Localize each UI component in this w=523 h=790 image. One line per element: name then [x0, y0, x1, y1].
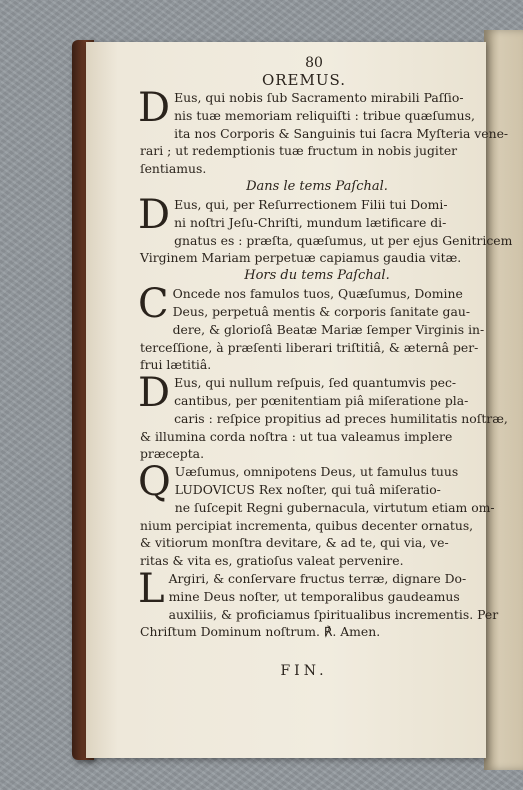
text-line: Oncede nos famulos tuos, Quæſumus, Domine: [172, 286, 463, 302]
text-line: auxiliis, & proficiamus ſpiritualibus incrementis. Per: [168, 606, 499, 622]
text-line: Chriſtum Dominum noſtrum. ℟. Amen.: [140, 624, 381, 640]
text-line: LUDOVICUS Rex noſter, qui tuâ miſeratio-: [174, 481, 441, 497]
drop-cap-initial: D: [138, 85, 171, 131]
text-line: nium percipiat incrementa, quibus decenter ornatus,: [140, 517, 474, 533]
text-line: ſentiamus.: [140, 161, 207, 177]
text-line: Eus, qui nobis ſub Sacramento mirabili Paſſio-: [174, 90, 464, 105]
text-line: ritas & vita es, gratioſus valeat pervenire.: [140, 553, 404, 569]
prayer-paragraph: [138, 85, 509, 178]
text-line: nis tuæ memoriam reliquiſti : tribue quæſumus,: [174, 107, 475, 123]
text-line: ne ſuſcepit Regni gubernacula, virtutum etiam om-: [174, 499, 495, 515]
prayer-paragraph: [138, 370, 508, 463]
drop-cap-initial: Q: [138, 459, 171, 506]
text-line: dere, & glorioſâ Beatæ Mariæ ſemper Virginis in-: [172, 321, 485, 337]
drop-cap-initial: D: [138, 191, 171, 238]
prayer-heading: OREMUS.: [261, 71, 347, 89]
drop-cap-initial: L: [138, 565, 165, 612]
text-line: cantibus, per pœnitentiam piâ miſeratione pla-: [174, 392, 469, 408]
rubric: Hors du tems Paſchal.: [244, 268, 390, 284]
text-line: ita nos Corporis & Sanguinis tui ſacra Myſteria vene-: [174, 125, 509, 141]
text-line: gnatus es : præſta, quæſumus, ut per ejus Genitricem: [174, 232, 513, 248]
text-line: Eus, qui, per Reſurrectionem Filii tui Domi-: [174, 196, 448, 212]
prayer-paragraph: [138, 191, 513, 267]
prayer-paragraph: [138, 565, 499, 641]
prayer-paragraph: [138, 281, 485, 374]
text-line: mine Deus noſter, ut temporalibus gaudeamus: [168, 588, 460, 604]
text-line: terceſſione, à præſenti liberari triſtitiâ, & æternâ per-: [140, 339, 479, 355]
book-page: [86, 42, 513, 758]
rubric: Dans le tems Paſchal.: [246, 178, 388, 194]
text-line: Eus, qui nullum reſpuis, ſed quantumvis pec-: [174, 375, 457, 391]
text-line: rari ; ut redemptionis tuæ fructum in nobis jugiter: [140, 143, 458, 159]
drop-cap-initial: C: [138, 281, 169, 328]
prayer-paragraph: [138, 459, 495, 570]
text-line: Deus, perpetuâ mentis & corporis ſanitate gau-: [172, 303, 471, 319]
text-line: Uæſumus, omnipotens Deus, ut famulus tuus: [174, 464, 459, 480]
fin-marker: FIN.: [280, 663, 328, 680]
drop-cap-initial: D: [138, 370, 171, 417]
prayer-list: [138, 85, 513, 641]
text-line: ni noſtri Jeſu-Chriſti, mundum lætificare di-: [174, 214, 447, 230]
page-number: 80: [305, 55, 323, 71]
text-line: & vitiorum monſtra devitare, & ad te, qui via, ve-: [140, 535, 449, 551]
text-line: Virginem Mariam perpetuæ capiamus gaudia vitæ.: [140, 250, 462, 266]
text-line: & illumina corda noſtra : ut tua valeamus implere: [140, 428, 453, 444]
text-line: caris : reſpice propitius ad preces humilitatis noſtræ,: [174, 410, 508, 426]
text-line: præcepta.: [140, 446, 205, 462]
text-line: frui lætitiâ.: [140, 357, 212, 373]
text-line: Argiri, & conſervare fructus terræ, dignare Do-: [168, 570, 467, 586]
